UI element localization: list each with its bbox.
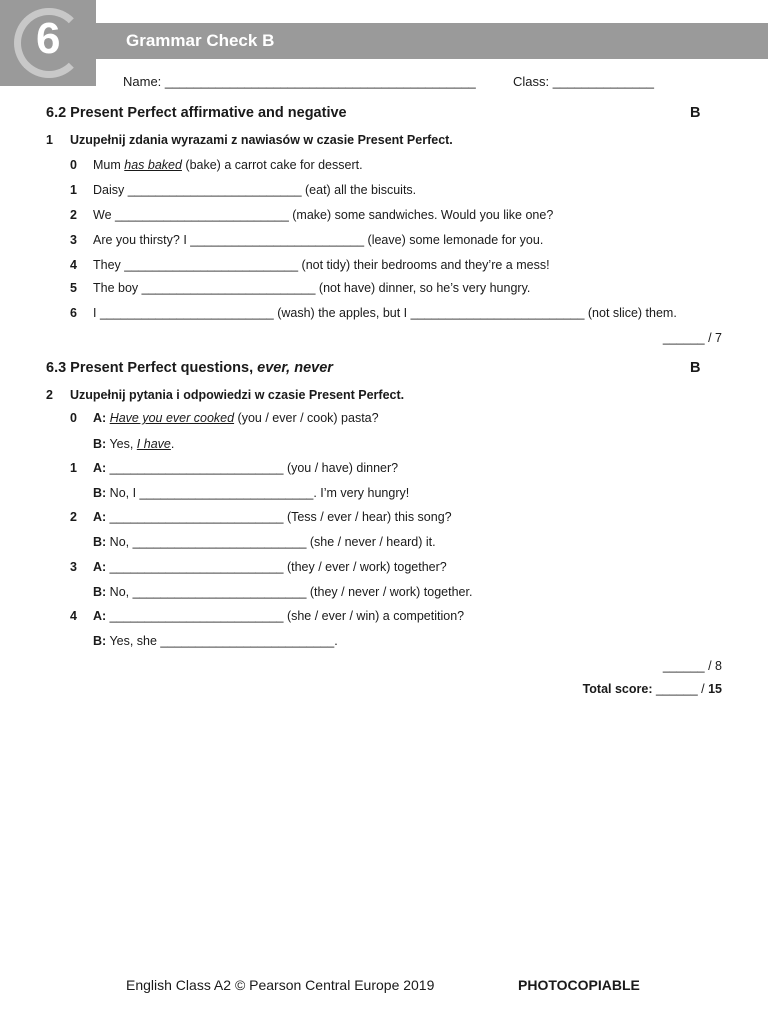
footer-copyright: English Class A2 © Pearson Central Europe 2019 (126, 977, 435, 993)
exercise-sentence: We _________________________ (make) some sandwiches. Would you like one? (93, 208, 554, 222)
example-reply: B: Yes, I have. (93, 437, 175, 451)
item-number: 3 (70, 560, 77, 574)
exercise-reply: B: No, _________________________ (they / never / work) together. (93, 585, 473, 599)
exercise-sentence: Daisy _________________________ (eat) all the biscuits. (93, 183, 417, 197)
section-score: ______ / 7 (662, 331, 722, 345)
section-title-6-2: 6.2 Present Perfect affirmative and negative (46, 105, 347, 121)
section-version-badge: B (690, 105, 701, 121)
item-number: 1 (70, 183, 77, 197)
example-question: A: Have you ever cooked (you / ever / cook) pasta? (93, 411, 379, 425)
unit-badge (0, 0, 96, 86)
exercise-reply: B: No, _________________________ (she / never / heard) it. (93, 535, 436, 549)
example-sentence: Mum has baked (bake) a carrot cake for dessert. (93, 158, 363, 172)
exercise-question: A: _________________________ (you / have) dinner? (93, 461, 399, 475)
item-number: 1 (70, 461, 77, 475)
item-number: 0 (70, 158, 77, 172)
exercise-reply: B: No, I _________________________. I’m very hungry! (93, 486, 410, 500)
section-title-6-3: 6.3 Present Perfect questions, ever, never (46, 360, 333, 376)
footer-photocopiable: PHOTOCOPIABLE (518, 977, 640, 993)
exercise-question: A: _________________________ (she / ever / win) a competition? (93, 609, 465, 623)
name-field: Name: ___________________________________________ (123, 74, 476, 89)
task-instruction: Uzupełnij pytania i odpowiedzi w czasie Present Perfect. (70, 388, 405, 402)
item-number: 2 (70, 510, 77, 524)
item-number: 6 (70, 306, 77, 320)
total-score: Total score: ______ / 15 (582, 682, 722, 696)
item-number: 4 (70, 609, 77, 623)
item-number: 0 (70, 411, 77, 425)
task-number: 1 (46, 133, 53, 147)
exercise-sentence: Are you thirsty? I _________________________ (leave) some lemonade for you. (93, 233, 544, 247)
page-title: Grammar Check B (126, 31, 275, 50)
example-answer: I have (136, 437, 171, 451)
item-number: 5 (70, 281, 77, 295)
unit-number: 6 (36, 14, 61, 63)
exercise-sentence: They _________________________ (not tidy) their bedrooms and they’re a mess! (93, 258, 550, 272)
item-number: 2 (70, 208, 77, 222)
example-answer: has baked (124, 158, 182, 172)
section-version-badge: B (690, 360, 701, 376)
task-instruction: Uzupełnij zdania wyrazami z nawiasów w czasie Present Perfect. (70, 133, 453, 147)
exercise-reply: B: Yes, she _________________________. (93, 634, 338, 648)
section-score: ______ / 8 (662, 659, 722, 673)
exercise-sentence: I _________________________ (wash) the apples, but I _________________________ (not slice) them. (93, 306, 677, 320)
exercise-question: A: _________________________ (Tess / ever / hear) this song? (93, 510, 452, 524)
item-number: 3 (70, 233, 77, 247)
exercise-question: A: _________________________ (they / ever / work) together? (93, 560, 447, 574)
item-number: 4 (70, 258, 77, 272)
example-answer: Have you ever cooked (109, 411, 235, 425)
exercise-sentence: The boy _________________________ (not have) dinner, so he’s very hungry. (93, 281, 531, 295)
task-number: 2 (46, 388, 53, 402)
class-field: Class: ______________ (513, 74, 654, 89)
